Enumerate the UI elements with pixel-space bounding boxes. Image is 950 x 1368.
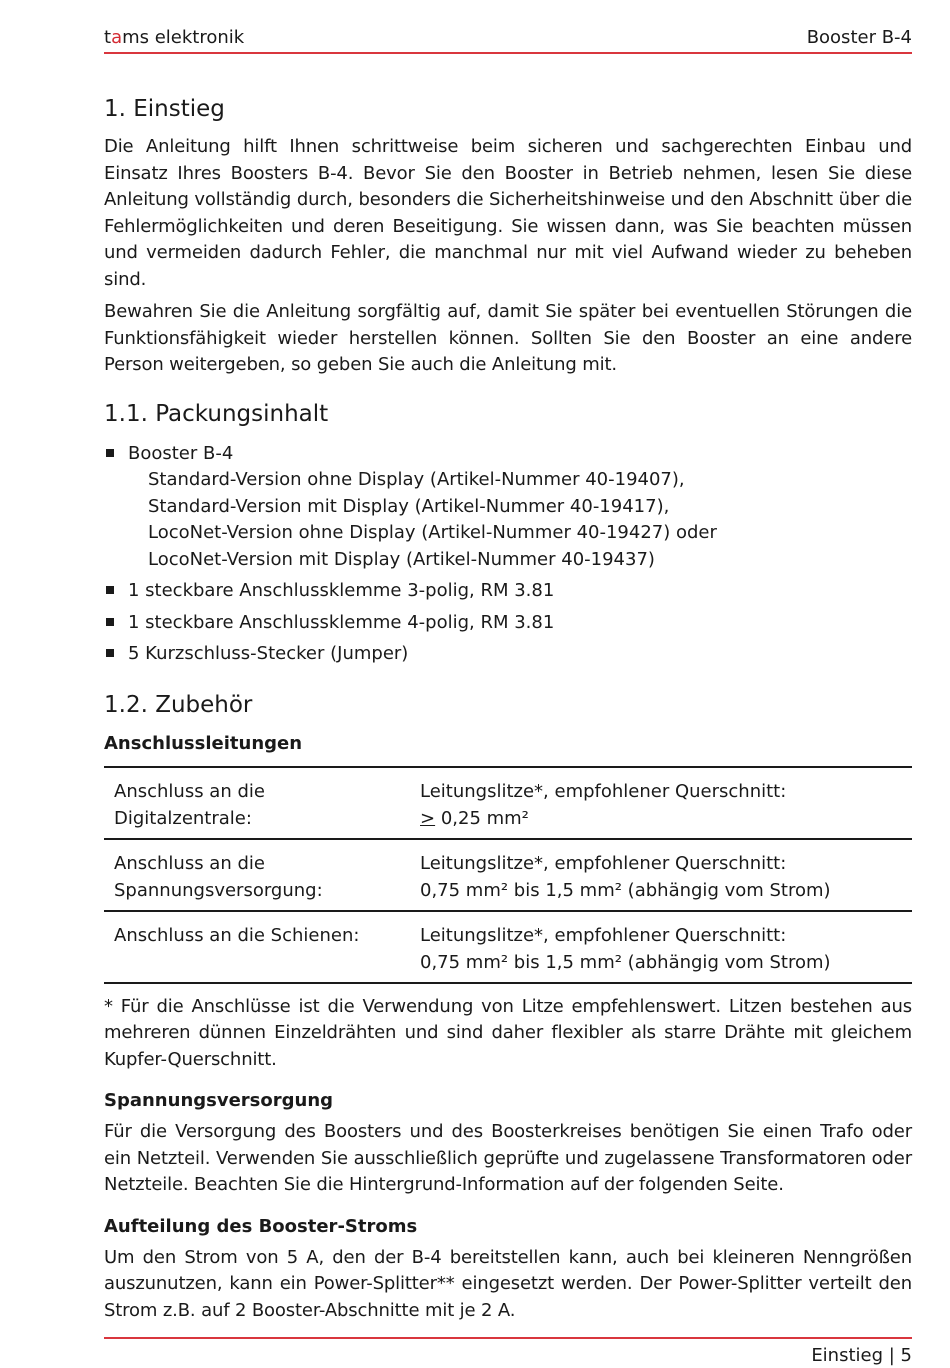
bullet-square-icon xyxy=(106,649,114,657)
footer-rule xyxy=(104,1337,912,1339)
storage-paragraph: Bewahren Sie die Anleitung sorgfältig auf, damit Sie später bei eventuellen Störungen die Funktionsfähigkeit wieder herstellen können. Sollten Sie den Booster an eine andere Person weitergeben, so geben Sie auch die Anleitung mit. xyxy=(104,301,912,375)
table-cell-value: Leitungslitze*, empfohlener Querschnitt: > 0,25 mm² xyxy=(420,780,787,829)
subheading-aufteilung: Aufteilung des Booster-Stroms xyxy=(104,1215,418,1237)
list-item: 1 steckbare Anschlussklemme 4-polig, RM 3.81 xyxy=(104,610,912,637)
footnote: * Für die Anschlüsse ist die Verwendung von Litze empfehlenswert. Litzen bestehen aus mehreren dünnen Einzeldrähten und sind daher flexibler als starre Drähte mit gleichem Kupfer-Querschnitt. xyxy=(104,995,912,1070)
list-item: 1 steckbare Anschlussklemme 3-polig, RM 3.81 xyxy=(104,578,912,605)
table-cell-value: Leitungslitze*, empfohlener Querschnitt: 0,75 mm² bis 1,5 mm² (abhängig vom Strom) xyxy=(410,839,912,911)
page-content xyxy=(104,94,912,1330)
page-header xyxy=(104,26,912,50)
section-heading-zubehoer: 1.2. Zubehör xyxy=(104,691,253,718)
section-heading-einstieg: 1. Einstieg xyxy=(104,96,225,122)
cable-spec-table xyxy=(104,766,912,984)
brand-accent-letter: a xyxy=(111,27,123,48)
table-row xyxy=(104,839,912,911)
header-rule xyxy=(104,52,912,54)
current-split-paragraph: Um den Strom von 5 A, den der B-4 bereitstellen kann, auch bei kleineren Nenngrößen auszunutzen, kann ein Power-Splitter** eingesetzt werden. Der Power-Splitter verteilt den Strom z.B. auf 2 Booster-Abschnitte mit je 2 A. xyxy=(104,1246,912,1321)
list-item: 5 Kurzschluss-Stecker (Jumper) xyxy=(104,641,912,668)
page-footer: Einstieg | 5 xyxy=(811,1345,912,1366)
table-cell-value: Leitungslitze*, empfohlener Querschnitt: 0,75 mm² bis 1,5 mm² (abhängig vom Strom) xyxy=(410,911,912,983)
table-row xyxy=(104,911,912,983)
brand-name: tams elektronik xyxy=(104,27,245,48)
section-heading-packungsinhalt: 1.1. Packungsinhalt xyxy=(104,400,329,427)
document-title: Booster B-4 xyxy=(806,27,912,48)
table-cell-label: Anschluss an die Schienen: xyxy=(104,911,410,983)
power-supply-paragraph: Für die Versorgung des Boosters und des Boosterkreises benötigen Sie einen Trafo oder ein Netzteil. Verwenden Sie ausschließlich geprüfte und zugelassene Transformatoren oder Netzteile. Beachten Sie die Hintergrund-Information auf der folgenden Seite. xyxy=(104,1121,912,1195)
bullet-square-icon xyxy=(106,449,114,457)
package-contents-list xyxy=(104,441,912,668)
subheading-spannungsversorgung: Spannungsversorgung xyxy=(104,1090,334,1111)
greater-equal-symbol: > xyxy=(420,807,436,829)
table-cell-label: Anschluss an die Digitalzentrale: xyxy=(114,780,265,829)
table-cell-label: Anschluss an die Spannungsversorgung: xyxy=(104,839,410,911)
variant-line: LocoNet-Version mit Display (Artikel-Nummer 40-19437) xyxy=(148,548,655,570)
variant-line: Standard-Version mit Display (Artikel-Nummer 40-19417), xyxy=(148,495,670,517)
variant-line: LocoNet-Version ohne Display (Artikel-Nummer 40-19427) oder xyxy=(148,522,717,543)
bullet-square-icon xyxy=(106,586,114,594)
variant-line: Standard-Version ohne Display (Artikel-Nummer 40-19407), xyxy=(148,469,685,490)
table-row xyxy=(104,767,912,839)
subheading-anschlussleitungen: Anschlussleitungen xyxy=(104,732,303,754)
bullet-square-icon xyxy=(106,618,114,626)
intro-paragraph: Die Anleitung hilft Ihnen schrittweise beim sicheren und sachgerechten Einbau und Einsatz Ihres Boosters B-4. Bevor Sie den Booster in Betrieb nehmen, lesen Sie diese Anleitung vollständig durch, besonders die Sicherheitshinweise und den Abschnitt über die Fehlermöglichkeiten und deren Beseitigung. Sie wissen dann, was Sie beachten müssen und vermeiden dadurch Fehler, die manchmal nur mit viel Aufwand wieder zu beheben sind. xyxy=(104,136,912,290)
list-item-title: Booster B-4 xyxy=(128,442,234,464)
list-item xyxy=(104,441,912,574)
